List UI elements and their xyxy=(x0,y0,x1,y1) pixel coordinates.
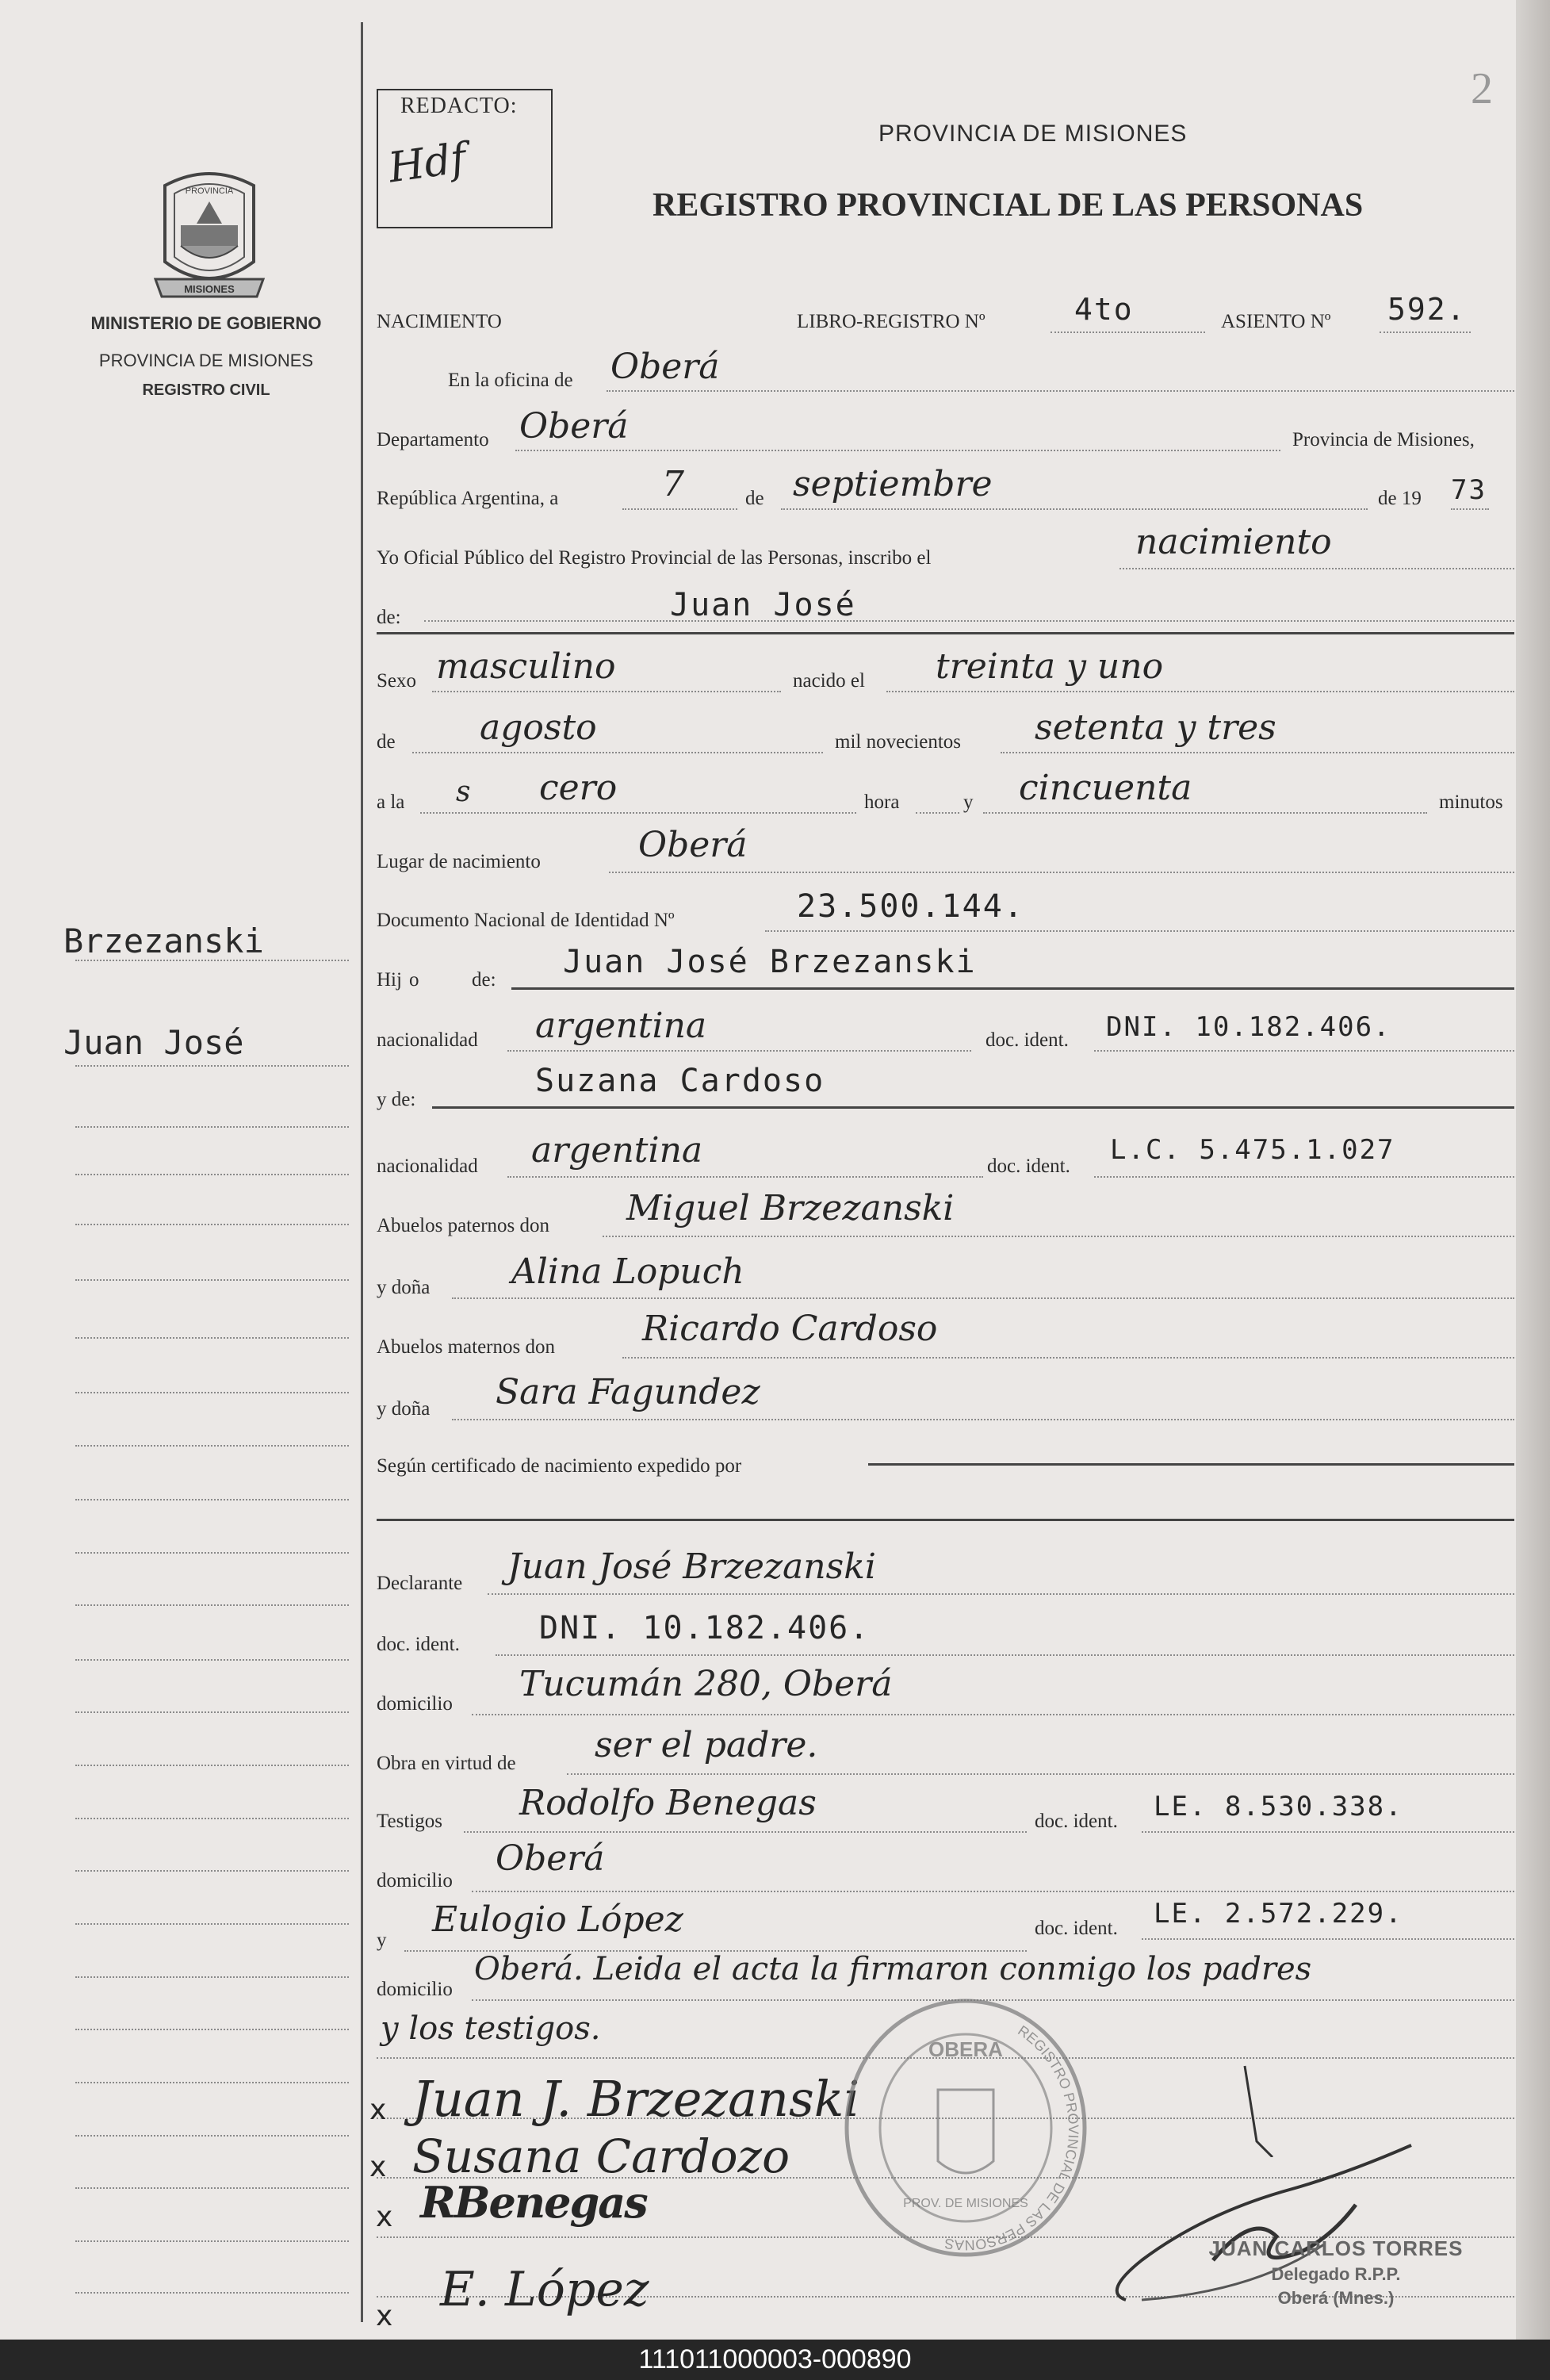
asiento-value: 592. xyxy=(1387,292,1467,327)
fill-line xyxy=(1119,568,1514,569)
fill-line xyxy=(1001,752,1514,753)
certificado-label: Según certificado de nacimiento expedido por xyxy=(377,1455,742,1477)
declarante-label: Declarante xyxy=(377,1573,463,1594)
fill-line xyxy=(412,752,823,753)
asiento-label: ASIENTO Nº xyxy=(1221,311,1331,332)
fill-line xyxy=(607,390,1514,392)
doc-ident-label: doc. ident. xyxy=(985,1029,1069,1051)
obra-value: ser el padre. xyxy=(595,1725,818,1765)
fill-line xyxy=(567,1773,1514,1775)
doc-ident-label: doc. ident. xyxy=(1035,1811,1118,1832)
abuela-materna: Sara Fagundez xyxy=(496,1372,760,1412)
testigo2-name: Eulogio López xyxy=(432,1899,683,1940)
fill-line xyxy=(488,1593,1514,1595)
year-value: 73 xyxy=(1451,474,1487,506)
margin-line xyxy=(75,2292,349,2294)
fill-line xyxy=(1094,1176,1514,1178)
margin-line xyxy=(75,2135,349,2137)
page-edge-shadow xyxy=(1516,0,1550,2340)
margin-line xyxy=(75,1279,349,1281)
coat-of-arms-banner-text: MISIONES xyxy=(184,283,235,295)
fill-line xyxy=(622,1357,1514,1359)
testigo1-doc: LE. 8.530.338. xyxy=(1154,1791,1403,1822)
officer-name: JUAN CARLOS TORRES xyxy=(1208,2236,1464,2260)
margin-line xyxy=(75,1765,349,1766)
signature-mother: Susana Cardozo xyxy=(412,2129,790,2183)
declarante-value: Juan José Brzezanski xyxy=(507,1546,876,1587)
margin-line xyxy=(75,1818,349,1819)
closing-line-2: y los testigos. xyxy=(381,2010,601,2047)
margin-line xyxy=(75,1870,349,1872)
hijo-suffix: o xyxy=(409,969,419,991)
abuelo-paterno: Miguel Brzezanski xyxy=(626,1188,955,1228)
declarante-doc-label: doc. ident. xyxy=(377,1634,460,1655)
obra-label: Obra en virtud de xyxy=(377,1753,516,1774)
de-month-label: de xyxy=(377,731,396,753)
fill-line xyxy=(983,812,1427,814)
fill-line xyxy=(1142,1831,1514,1833)
sexo-value: masculino xyxy=(436,646,616,687)
y-label: y xyxy=(963,791,974,813)
oficial-label: Yo Oficial Público del Registro Provincial de las Personas, inscribo el xyxy=(377,547,932,569)
sexo-label: Sexo xyxy=(377,670,416,692)
documento-value: 23.500.144. xyxy=(797,888,1024,925)
abuelos-maternos-label: Abuelos maternos don xyxy=(377,1336,555,1358)
margin-line xyxy=(75,2082,349,2083)
abuelo-materno: Ricardo Cardoso xyxy=(642,1309,938,1349)
a-la-value: s xyxy=(456,776,471,808)
hijo-label: Hij xyxy=(377,969,402,991)
ministerio-heading: MINISTERIO DE GOBIERNO xyxy=(90,313,322,333)
fill-line xyxy=(424,620,1514,622)
officer-place: Oberá (Mnes.) xyxy=(1277,2288,1395,2308)
father-doc: DNI. 10.182.406. xyxy=(1106,1011,1391,1043)
mother-doc: L.C. 5.475.1.027 xyxy=(1110,1134,1395,1166)
margin-line xyxy=(75,1065,349,1067)
declarante-doc: DNI. 10.182.406. xyxy=(539,1610,871,1646)
fill-line xyxy=(1051,332,1205,333)
testigo2-doc: LE. 2.572.229. xyxy=(1154,1898,1403,1930)
birth-month-value: agosto xyxy=(480,707,597,748)
sign-mark: x xyxy=(369,2094,387,2126)
fill-line xyxy=(452,1419,1514,1420)
fill-line xyxy=(432,691,781,692)
rule-line xyxy=(377,632,1514,634)
rule-line xyxy=(511,987,1514,990)
testigo1-domicilio: Oberá xyxy=(496,1838,605,1879)
provincia-heading: PROVINCIA DE MISIONES xyxy=(98,351,314,370)
nacionalidad-label: nacionalidad xyxy=(377,1029,478,1051)
fill-line xyxy=(420,812,856,814)
month-value: septiembre xyxy=(793,464,993,504)
year-label: de 19 xyxy=(1378,488,1422,509)
page-number: 2 xyxy=(1471,64,1493,113)
birth-year-value: setenta y tres xyxy=(1035,707,1276,748)
margin-line xyxy=(75,1224,349,1225)
fill-line xyxy=(603,1236,1514,1237)
inscribo-value: nacimiento xyxy=(1135,522,1332,562)
de-name-label: de: xyxy=(377,607,401,628)
libro-value: 4to xyxy=(1074,292,1134,327)
fill-line xyxy=(1451,508,1489,510)
margin-line xyxy=(75,1711,349,1713)
fill-line xyxy=(472,1714,1514,1715)
fill-line xyxy=(515,450,1280,451)
margin-given-name: Juan José xyxy=(63,1023,244,1062)
margin-line xyxy=(75,1126,349,1128)
declarante-domicilio: Tucumán 280, Oberá xyxy=(519,1664,893,1704)
margin-line xyxy=(75,1174,349,1175)
fill-line xyxy=(765,930,1514,932)
hour-value: cero xyxy=(539,768,618,808)
mil-label: mil novecientos xyxy=(835,731,961,753)
rule-line xyxy=(432,1106,1514,1109)
fill-line xyxy=(507,1050,971,1052)
de-label: de xyxy=(745,488,764,509)
barcode-id-bar: 111011000003-000890 xyxy=(0,2340,1550,2380)
redacto-initials: Hdf xyxy=(385,134,469,193)
name-value: Juan José xyxy=(670,587,856,623)
signature-witness-2: E. López xyxy=(440,2262,649,2317)
departamento-value: Oberá xyxy=(519,406,629,446)
domicilio-label: domicilio xyxy=(377,1870,453,1891)
mother-value: Suzana Cardoso xyxy=(535,1063,825,1099)
margin-line xyxy=(75,1445,349,1447)
abuelos-paternos-label: Abuelos paternos don xyxy=(377,1215,550,1236)
mother-nationality: argentina xyxy=(531,1130,703,1171)
margin-line xyxy=(75,1552,349,1554)
y-dona-label: y doña xyxy=(377,1398,431,1420)
redacto-label: REDACTO: xyxy=(400,94,518,118)
nacimiento-label: NACIMIENTO xyxy=(377,311,502,332)
fill-line xyxy=(781,508,1368,510)
margin-line xyxy=(75,960,349,961)
fill-line xyxy=(496,1654,1514,1656)
oficina-value: Oberá xyxy=(610,347,720,387)
nacionalidad-label: nacionalidad xyxy=(377,1156,478,1177)
nacido-value: treinta y uno xyxy=(936,646,1164,687)
margin-line xyxy=(75,1923,349,1925)
coat-of-arms-emblem xyxy=(149,168,270,303)
y-testigo-label: y xyxy=(377,1930,387,1951)
minutes-value: cincuenta xyxy=(1019,768,1192,808)
registro-title: REGISTRO PROVINCIAL DE LAS PERSONAS xyxy=(653,187,1364,224)
abuela-paterna: Alina Lopuch xyxy=(511,1251,744,1292)
signature-father: Juan J. Brzezanski xyxy=(412,2070,860,2128)
margin-line xyxy=(75,1499,349,1500)
republica-label: República Argentina, a xyxy=(377,488,559,509)
documento-label: Documento Nacional de Identidad Nº xyxy=(377,910,675,931)
closing-line-1: Oberá. Leida el acta la firmaron conmigo los padres xyxy=(474,1951,1312,1987)
fill-line xyxy=(1380,332,1471,333)
sign-mark: x xyxy=(376,2300,393,2332)
column-divider xyxy=(361,22,363,2322)
stamp-top-text: OBERA xyxy=(928,2037,1003,2061)
margin-line xyxy=(75,1659,349,1661)
margin-line xyxy=(75,1337,349,1339)
stamp-inner-text: PROV. DE MISIONES xyxy=(903,2197,1028,2210)
fill-line xyxy=(464,1831,1027,1833)
margin-line xyxy=(75,1604,349,1606)
rule-line xyxy=(377,1519,1514,1521)
hora-label: hora xyxy=(864,791,900,813)
signature-witness-1: RBenegas xyxy=(420,2177,647,2228)
fill-line xyxy=(1094,1050,1514,1052)
stamp-ring-text: REGISTRO PROVINCIAL DE LAS PERSONAS xyxy=(943,2022,1081,2254)
father-nationality: argentina xyxy=(535,1006,707,1046)
domicilio-label: domicilio xyxy=(377,1979,453,2000)
fill-line xyxy=(1142,1938,1514,1940)
testigo1-name: Rodolfo Benegas xyxy=(519,1783,817,1823)
registro-civil-heading: REGISTRO CIVIL xyxy=(142,381,270,399)
y-de-label: y de: xyxy=(377,1089,416,1110)
oficina-label: En la oficina de xyxy=(448,370,573,391)
fill-line xyxy=(452,1297,1514,1299)
fill-line xyxy=(609,872,1514,873)
margin-surname: Brzezanski xyxy=(63,922,264,960)
father-value: Juan José Brzezanski xyxy=(563,944,977,980)
provincia-title: PROVINCIA DE MISIONES xyxy=(878,121,1188,147)
day-value: 7 xyxy=(662,464,684,504)
margin-line xyxy=(75,2240,349,2242)
lugar-label: Lugar de nacimiento xyxy=(377,851,541,872)
officer-role: Delegado R.P.P. xyxy=(1271,2264,1401,2284)
sign-mark: x xyxy=(369,2151,387,2183)
margin-line xyxy=(75,1976,349,1978)
signature-stroke xyxy=(1237,2062,1284,2157)
hijo-de-label: de: xyxy=(472,969,496,991)
minutos-label: minutos xyxy=(1439,791,1503,813)
fill-line xyxy=(622,508,737,510)
fill-line xyxy=(916,812,959,814)
rule-line xyxy=(868,1463,1514,1466)
coat-of-arms-top-text: PROVINCIA xyxy=(185,186,234,196)
lugar-value: Oberá xyxy=(638,825,748,865)
margin-line xyxy=(75,1392,349,1393)
a-la-label: a la xyxy=(377,791,405,813)
official-seal-stamp xyxy=(839,1995,1093,2260)
doc-ident-label: doc. ident. xyxy=(987,1156,1070,1177)
sign-mark: x xyxy=(376,2201,393,2233)
officer-stamp xyxy=(1193,2236,1479,2309)
fill-line xyxy=(472,1891,1514,1892)
margin-line xyxy=(75,2029,349,2030)
doc-ident-label: doc. ident. xyxy=(1035,1918,1118,1939)
provincia-suffix: Provincia de Misiones, xyxy=(1292,429,1475,450)
fill-line xyxy=(886,691,1514,692)
margin-line xyxy=(75,2187,349,2189)
testigos-label: Testigos xyxy=(377,1811,442,1832)
nacido-label: nacido el xyxy=(793,670,865,692)
y-dona-label: y doña xyxy=(377,1277,431,1298)
domicilio-label: domicilio xyxy=(377,1693,453,1715)
departamento-label: Departamento xyxy=(377,429,489,450)
fill-line xyxy=(507,1176,983,1178)
libro-label: LIBRO-REGISTRO Nº xyxy=(797,311,985,332)
